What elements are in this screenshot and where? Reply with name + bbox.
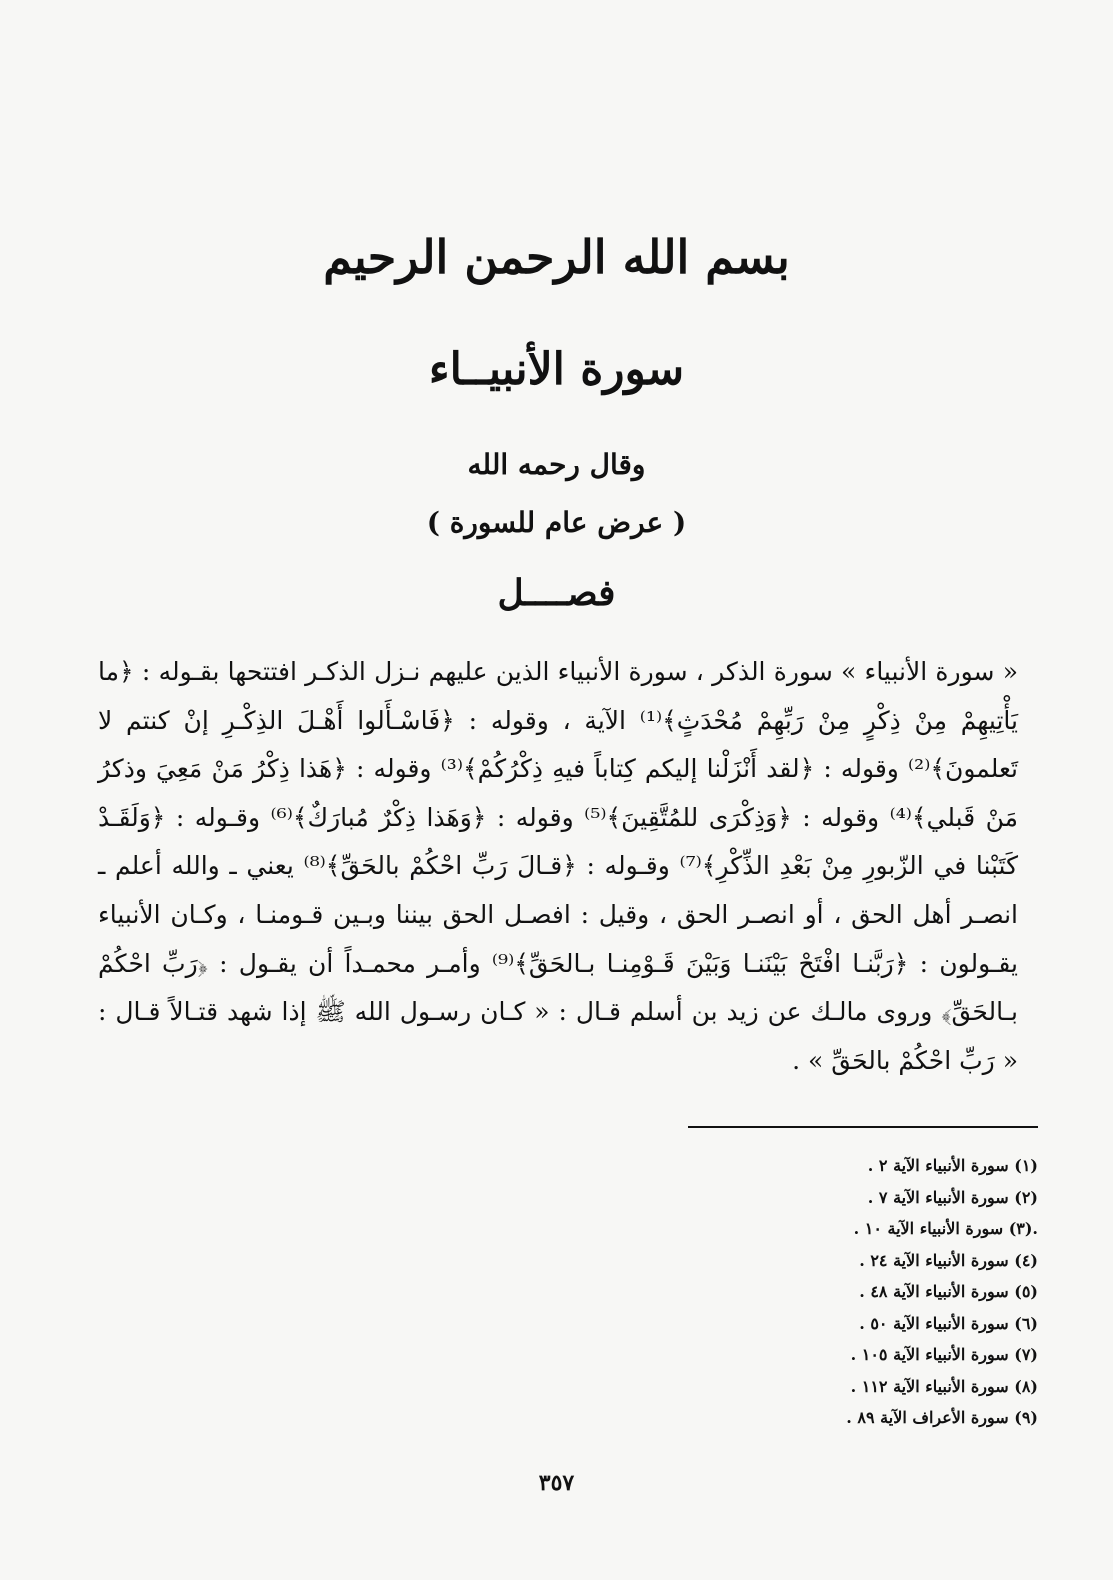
surah-title: سورة الأنبيــاء [428, 344, 685, 395]
footnote-7: (٧) سورة الأنبياء الآية ١٠٥ . [850, 1345, 1038, 1364]
footnote-6: (٦) سورة الأنبياء الآية ٥٠ . [859, 1313, 1038, 1333]
body-text [98, 648, 1018, 1085]
section-heading: فصــــل [497, 572, 616, 614]
footnote-9: (٩) سورة الأعراف الآية ٨٩ . [846, 1408, 1038, 1427]
footnote-3: .(٣) سورة الأنبياء الآية ١٠ . [853, 1219, 1038, 1238]
footnote-1: (١) سورة الأنبياء الآية ٢ . [867, 1156, 1038, 1175]
page-number: ٣٥٧ [538, 1470, 575, 1496]
basmala-heading: بسم الله الرحمن الرحيم [323, 230, 790, 284]
footnote-2: (٢) سورة الأنبياء الآية ٧ . [867, 1187, 1038, 1207]
footnote-divider [688, 1126, 1038, 1128]
intro-line: وقال رحمه الله [467, 448, 646, 481]
body-paragraph: « سورة الأنبياء » سورة الذكر ، سورة الأنبياء الذين عليهم نـزل الذكـر افتتحها بقـوله : ﴿ما يَأْتِيهِمْ مِنْ ذِكْرٍ مِنْ رَبِّهِمْ مُحْدَثٍ﴾⁽¹⁾ الآية ، وقوله : ﴿فَاسْـأَلوا أَهْـلَ الذِكْـرِ إنْ كنتم لا تَعلمونَ﴾⁽²⁾ وقوله : ﴿لقد أَنْزَلْنا إليكم كِتاباً فيهِ ذِكْرُكُمْ﴾⁽³⁾ وقوله : ﴿هَذا ذِكْرُ مَنْ مَعِيَ وذكرُ مَنْ قَبلي﴾⁽⁴⁾ وقوله : ﴿وَذِكْرَى للمُتَّقِينَ﴾⁽⁵⁾ وقوله : ﴿وَهَذا ذِكْرٌ مُبارَكٌ﴾⁽⁶⁾ وقـوله : ﴿وَلَقَـدْ كَتَبْنا في الزّبورِ مِنْ بَعْدِ الذِّكْرِ﴾⁽⁷⁾ وقـوله : ﴿قـالَ رَبِّ احْكُمْ بالحَقِّ﴾⁽⁸⁾ يعني ـ والله أعلم ـ انصـر أهل الحق ، أو انصـر الحق ، وقيل : افصـل الحق بيننا وبـين قـومنـا ، وكـان الأنبياء يقـولون : ﴿رَبَّنـا افْتَحْ بَيْنَنـا وَبَيْنَ قَـوْمِنـا بـالحَقِّ﴾⁽⁹⁾ وأمـر محمـداً أن يقـول : ﴿رَبِّ احْكُمْ بـالحَقِّ﴾ وروى مالـك عن زيد بن أسلم قـال : « كـان رسـول الله ﷺ إذا شهد قتـالاً قـال : « رَبِّ احْكُمْ بالحَقِّ » . [98, 657, 1019, 1075]
footnote-5: (٥) سورة الأنبياء الآية ٤٨ . [859, 1282, 1038, 1301]
overview-subtitle: ( عرض عام للسورة ) [426, 506, 687, 539]
footnotes-list [438, 1150, 1038, 1434]
footnote-8: (٨) سورة الأنبياء الآية ١١٢ . [850, 1376, 1038, 1396]
footnote-4: (٤) سورة الأنبياء الآية ٢٤ . [859, 1250, 1038, 1270]
